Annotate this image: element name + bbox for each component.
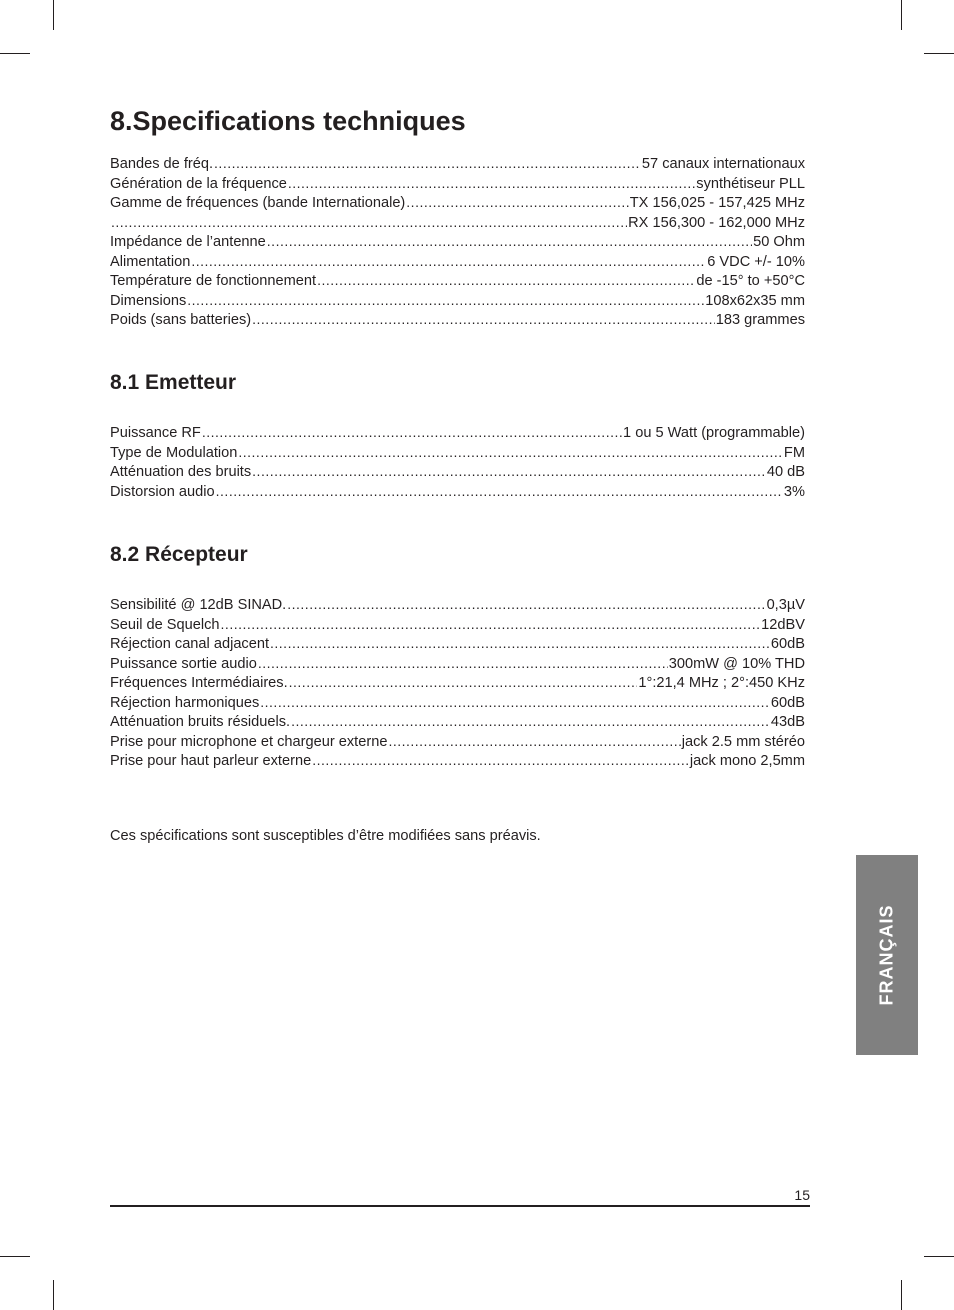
crop-mark <box>0 53 30 54</box>
dot-leader <box>317 271 695 291</box>
spec-row <box>110 693 805 713</box>
spec-label: Atténuation des bruits <box>110 464 252 480</box>
spec-label: Prise pour haut parleur externe <box>110 753 312 769</box>
spec-row <box>110 654 805 674</box>
section-heading-emetteur: 8.1 Emetteur <box>110 371 237 394</box>
spec-value: 60dB <box>770 636 805 652</box>
spec-value: 300mW @ 10% THD <box>668 655 805 672</box>
dot-leader <box>288 174 695 194</box>
spec-row <box>110 174 805 194</box>
spec-row <box>110 310 805 330</box>
spec-label: Atténuation bruits résiduels. <box>110 714 291 730</box>
dot-leader <box>291 712 770 732</box>
spec-row <box>110 213 805 233</box>
spec-label: Puissance sortie audio <box>110 655 257 672</box>
spec-label: Sensibilité @ 12dB SINAD. <box>110 597 287 613</box>
spec-label: Puissance RF <box>110 425 201 441</box>
dot-leader <box>221 615 761 635</box>
dot-leader <box>111 213 627 233</box>
crop-mark <box>53 1280 54 1310</box>
spec-value: de -15° to +50°C <box>696 273 805 289</box>
spec-label: Réjection harmoniques <box>110 694 260 711</box>
emetteur-spec-list <box>110 423 805 501</box>
spec-value: 50 Ohm <box>753 234 805 250</box>
dot-leader <box>388 732 680 752</box>
spec-label: Dimensions <box>110 292 187 309</box>
spec-value: 0,3µV <box>766 597 805 613</box>
spec-value: jack 2.5 mm stéréo <box>681 733 805 750</box>
spec-label: Seuil de Squelch <box>110 616 220 633</box>
dot-leader <box>258 654 668 674</box>
crop-mark <box>901 0 902 30</box>
dot-leader <box>238 443 783 463</box>
dot-leader <box>187 291 704 311</box>
spec-row <box>110 751 805 771</box>
spec-value: 183 grammes <box>715 312 805 328</box>
dot-leader <box>406 193 628 213</box>
spec-label: Température de fonctionnement <box>110 273 317 289</box>
spec-row <box>110 271 805 291</box>
crop-mark <box>53 0 54 30</box>
dot-leader <box>260 693 770 713</box>
section-heading-recepteur: 8.2 Récepteur <box>110 543 248 566</box>
spec-label: Distorsion audio <box>110 483 215 500</box>
spec-label: Génération de la fréquence <box>110 175 287 192</box>
spec-label: Gamme de fréquences (bande Internationale) <box>110 195 406 211</box>
spec-label: Fréquences Intermédiaires. <box>110 675 288 691</box>
page-number: 15 <box>794 1187 810 1203</box>
spec-label: Alimentation <box>110 253 191 270</box>
spec-row <box>110 673 805 693</box>
language-tab-label: FRANÇAIS <box>876 904 897 1006</box>
spec-label: Bandes de fréq. <box>110 156 214 172</box>
crop-mark <box>901 1280 902 1310</box>
spec-row <box>110 634 805 654</box>
spec-value: FM <box>783 444 805 461</box>
dot-leader <box>252 462 766 482</box>
spec-value: 1 ou 5 Watt (programmable) <box>623 425 805 441</box>
spec-value: RX 156,300 - 162,000 MHz <box>628 214 805 231</box>
general-spec-list <box>110 154 805 330</box>
spec-value: 57 canaux internationaux <box>641 156 805 172</box>
spec-row <box>110 252 805 272</box>
dot-leader <box>287 595 765 615</box>
dot-leader <box>216 482 783 502</box>
spec-row <box>110 732 805 752</box>
spec-row <box>110 443 805 463</box>
spec-value: 12dBV <box>761 616 805 633</box>
spec-value: TX 156,025 - 157,425 MHz <box>629 195 805 211</box>
recepteur-spec-list <box>110 595 805 771</box>
footer-rule <box>110 1205 810 1207</box>
spec-value: 6 VDC +/- 10% <box>707 253 805 270</box>
language-tab <box>856 855 918 1055</box>
spec-row <box>110 193 805 213</box>
dot-leader <box>191 252 706 272</box>
spec-label: Prise pour microphone et chargeur externe <box>110 733 388 750</box>
spec-row <box>110 712 805 732</box>
spec-label: Type de Modulation <box>110 444 238 461</box>
spec-row <box>110 291 805 311</box>
spec-row <box>110 462 805 482</box>
spec-row <box>110 615 805 635</box>
crop-mark <box>0 1256 30 1257</box>
dot-leader <box>289 673 638 693</box>
spec-value: 1°:21,4 MHz ; 2°:450 KHz <box>638 675 805 691</box>
spec-row <box>110 423 805 443</box>
spec-value: 3% <box>783 483 805 500</box>
crop-mark <box>924 53 954 54</box>
dot-leader <box>270 634 770 654</box>
spec-value: 60dB <box>770 694 805 711</box>
crop-mark <box>924 1256 954 1257</box>
spec-value: 43dB <box>770 714 805 730</box>
spec-row <box>110 595 805 615</box>
disclaimer-note: Ces spécifications sont susceptibles d’être modifiées sans préavis. <box>110 828 541 844</box>
dot-leader <box>267 232 752 252</box>
spec-value: synthétiseur PLL <box>696 175 805 192</box>
spec-row <box>110 154 805 174</box>
dot-leader <box>214 154 641 174</box>
spec-label: Impédance de l’antenne <box>110 234 266 250</box>
spec-row <box>110 482 805 502</box>
spec-value: 40 dB <box>766 464 805 480</box>
spec-label: Réjection canal adjacent <box>110 636 270 652</box>
spec-label: Poids (sans batteries) <box>110 312 252 328</box>
dot-leader <box>252 310 715 330</box>
page-title: 8.Specifications techniques <box>110 106 466 136</box>
dot-leader <box>202 423 622 443</box>
spec-value: jack mono 2,5mm <box>689 753 805 769</box>
dot-leader <box>312 751 689 771</box>
spec-value: 108x62x35 mm <box>705 292 805 309</box>
spec-row <box>110 232 805 252</box>
